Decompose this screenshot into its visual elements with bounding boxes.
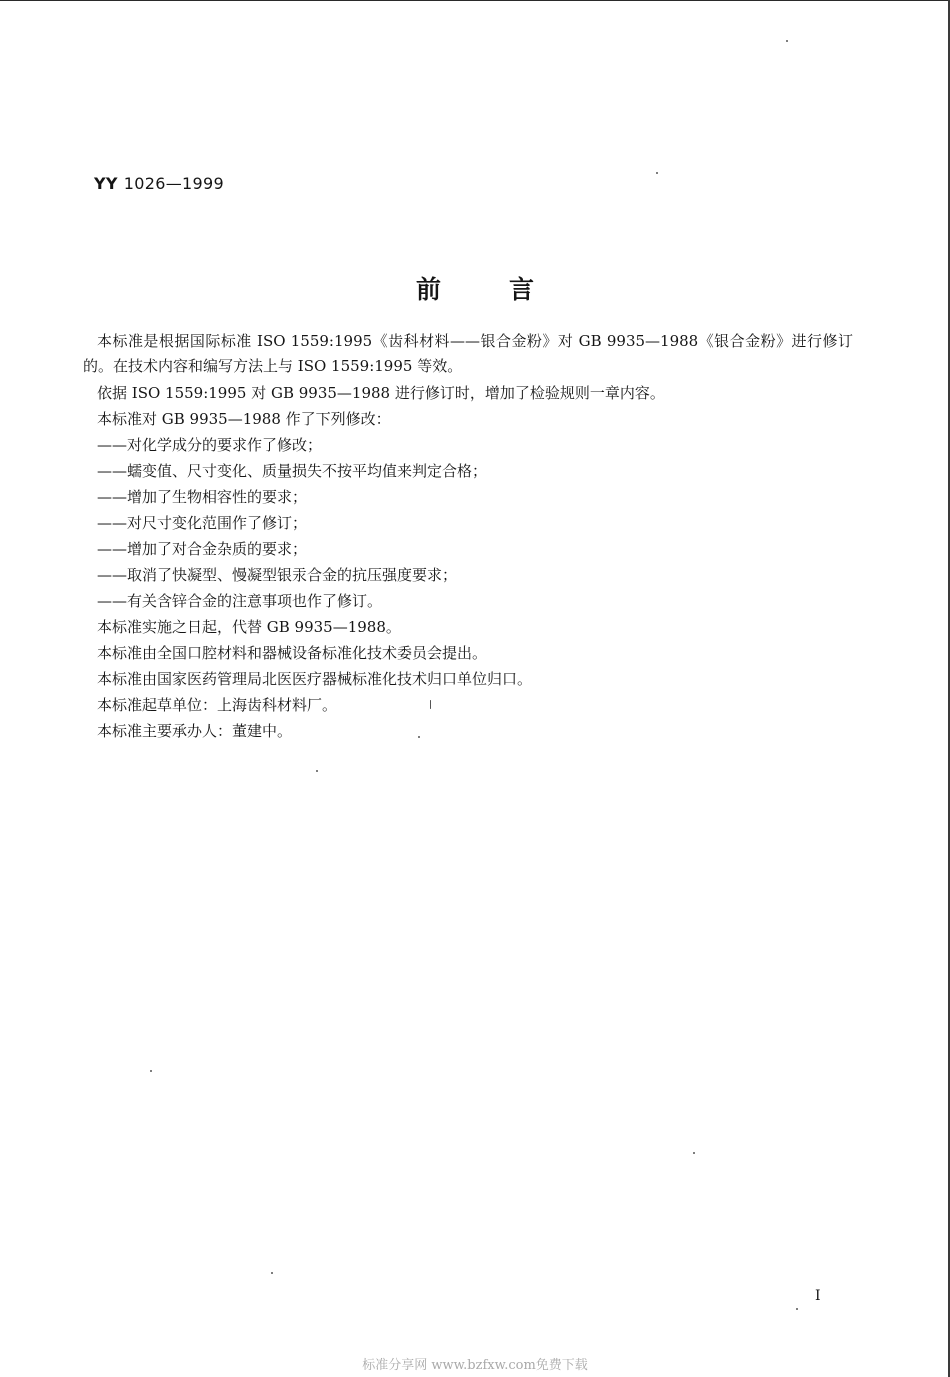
scan-speck bbox=[786, 40, 788, 42]
scan-speck bbox=[316, 770, 318, 772]
scan-speck bbox=[430, 700, 431, 709]
paragraph-revision-basis: 依据 ISO 1559:1995 对 GB 9935—1988 进行修订时，增加了检验规则一章内容。 bbox=[97, 384, 665, 402]
standard-code-number: 1026—1999 bbox=[123, 174, 224, 193]
foreword-body bbox=[83, 329, 853, 744]
list-item: ——有关含锌合金的注意事项也作了修订。 bbox=[97, 592, 383, 610]
footer-watermark: 标准分享网 www.bzfxw.com免费下载 bbox=[362, 1358, 588, 1373]
standard-code bbox=[94, 174, 224, 193]
scan-speck bbox=[418, 736, 420, 738]
paragraph-replaces: 本标准实施之日起，代替 GB 9935—1988。 bbox=[97, 618, 401, 636]
scan-speck bbox=[656, 172, 658, 174]
standard-code-prefix: YY bbox=[94, 174, 118, 193]
list-item: ——蠕变值、尺寸变化、质量损失不按平均值来判定合格； bbox=[97, 462, 488, 480]
scan-speck bbox=[150, 1070, 152, 1072]
scan-speck bbox=[271, 1272, 273, 1274]
list-item: ——对尺寸变化范围作了修订； bbox=[97, 514, 308, 532]
paragraph-administrator: 本标准由国家医药管理局北医医疗器械标准化技术归口单位归口。 bbox=[97, 670, 533, 688]
paragraph-main-drafter: 本标准主要承办人：董建中。 bbox=[97, 722, 293, 740]
page-number: I bbox=[815, 1288, 821, 1304]
list-item: ——对化学成分的要求作了修改； bbox=[97, 436, 323, 454]
paragraph-basis: 本标准是根据国际标准 ISO 1559:1995《齿科材料——银合金粉》对 GB 9935—1988《银合金粉》进行修订的。在技术内容和编写方法上与 ISO 1559:1995 等效。 bbox=[83, 332, 853, 375]
list-item: ——取消了快凝型、慢凝型银汞合金的抗压强度要求； bbox=[97, 566, 458, 584]
list-item: ——增加了对合金杂质的要求； bbox=[97, 540, 308, 558]
paragraph-proposer: 本标准由全国口腔材料和器械设备标准化技术委员会提出。 bbox=[97, 644, 488, 662]
scan-speck bbox=[693, 1152, 695, 1154]
scan-speck bbox=[796, 1308, 798, 1310]
paragraph-changes-intro: 本标准对 GB 9935—1988 作了下列修改： bbox=[97, 410, 391, 428]
page-title: 前言 bbox=[415, 275, 602, 304]
page-border-top bbox=[0, 0, 950, 1]
list-item: ——增加了生物相容性的要求； bbox=[97, 488, 308, 506]
paragraph-drafting-unit: 本标准起草单位：上海齿科材料厂。 bbox=[97, 696, 338, 714]
